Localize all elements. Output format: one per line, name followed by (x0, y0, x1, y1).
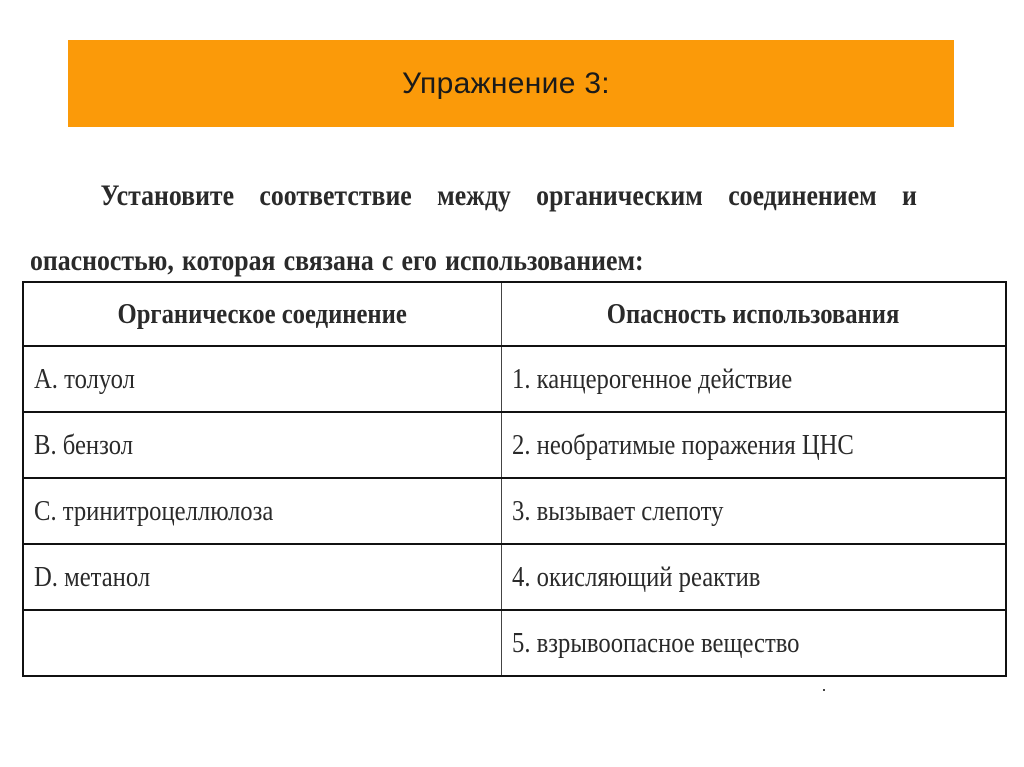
table-row (23, 346, 1006, 412)
table-row (23, 478, 1006, 544)
compound-cell: A. толуол (23, 346, 501, 412)
matching-table (22, 281, 1007, 677)
hazard-cell: 2. необратимые поражения ЦНС (501, 412, 1006, 478)
hazard-cell: 3. вызывает слепоту (501, 478, 1006, 544)
title-banner (68, 40, 954, 127)
instruction-text (30, 163, 993, 293)
compound-cell: D. метанол (23, 544, 501, 610)
table-header-row (23, 282, 1006, 346)
compound-cell-empty (23, 610, 501, 676)
stray-dot (823, 689, 825, 691)
hazard-cell: 1. канцерогенное действие (501, 346, 1006, 412)
header-hazard: Опасность использования (501, 282, 1006, 346)
header-compound: Органическое соединение (23, 282, 501, 346)
hazard-cell: 5. взрывоопасное вещество (501, 610, 1006, 676)
table-row (23, 610, 1006, 676)
table-row (23, 412, 1006, 478)
hazard-cell: 4. окисляющий реактив (501, 544, 1006, 610)
table-row (23, 544, 1006, 610)
compound-cell: B. бензол (23, 412, 501, 478)
instruction-line-2: опасностью, которая связана с его использованием: (30, 244, 644, 277)
slide-title: Упражнение 3: (402, 66, 610, 100)
compound-cell: C. тринитроцеллюлоза (23, 478, 501, 544)
instruction-line-1: Установите соответствие между органическим соединением и (100, 179, 917, 212)
